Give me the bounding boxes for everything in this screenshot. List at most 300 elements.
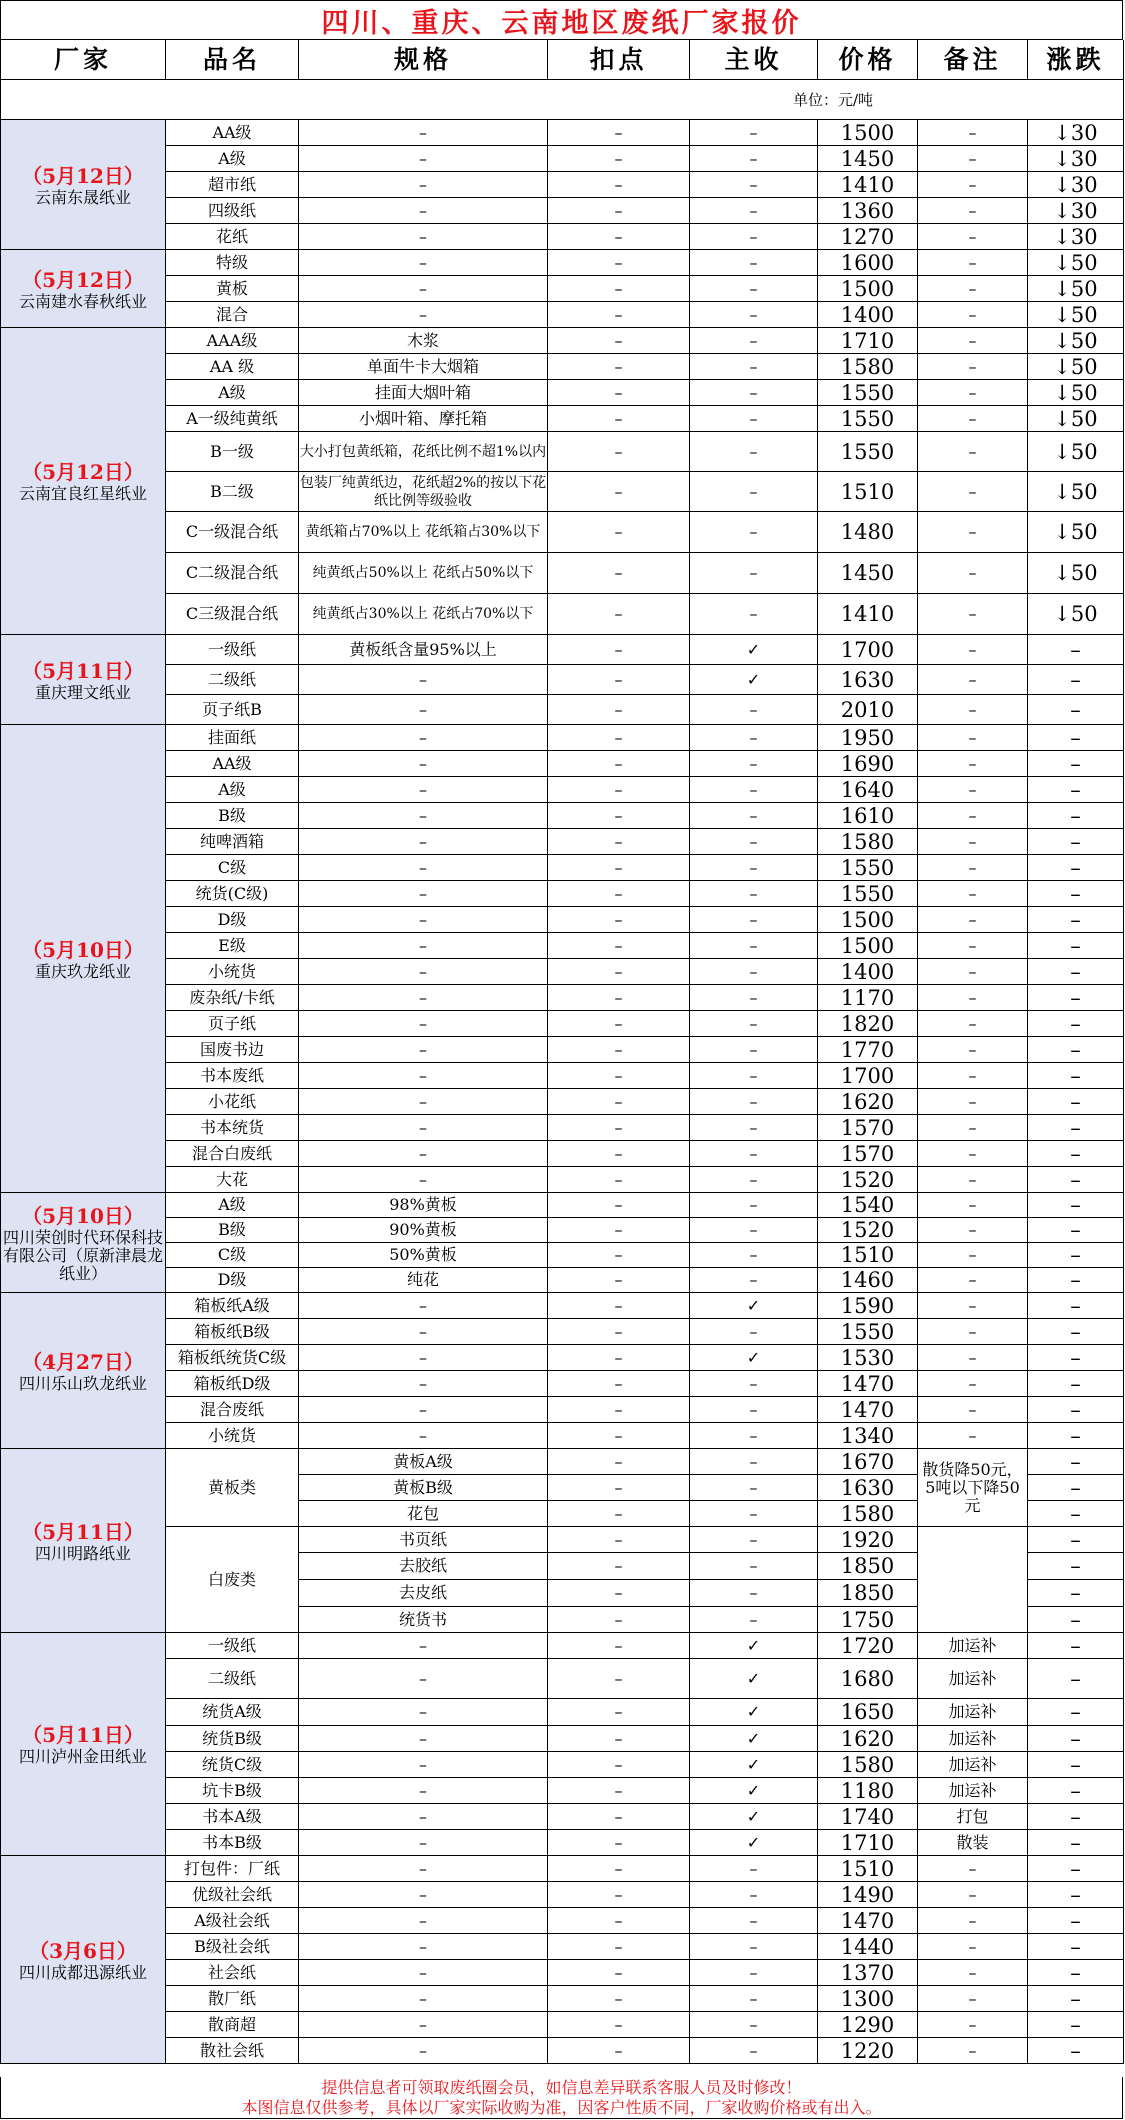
- change: –: [1028, 1193, 1124, 1218]
- main-purchase: –: [690, 120, 818, 146]
- deduction: –: [548, 1193, 690, 1218]
- main-purchase: ✓: [690, 1778, 818, 1804]
- change: –: [1028, 1037, 1124, 1063]
- remark: –: [918, 432, 1028, 472]
- main-purchase: –: [690, 432, 818, 472]
- product-name: B级: [166, 1218, 299, 1243]
- deduction: –: [548, 276, 690, 302]
- change: ↓50: [1028, 432, 1124, 472]
- main-purchase: –: [690, 1501, 818, 1527]
- spec: 98%黄板: [299, 1193, 548, 1218]
- price: 1220: [818, 2038, 918, 2064]
- remark: 加运补: [918, 1778, 1028, 1804]
- product-name: AA级: [166, 751, 299, 777]
- product-name: 一级纸: [166, 1633, 299, 1659]
- main-purchase: –: [690, 172, 818, 198]
- price: 1470: [818, 1371, 918, 1397]
- deduction: –: [548, 1633, 690, 1659]
- main-purchase: –: [690, 829, 818, 855]
- deduction: –: [548, 1423, 690, 1449]
- spec: –: [299, 172, 548, 198]
- change: –: [1028, 777, 1124, 803]
- price: 1500: [818, 907, 918, 933]
- main-purchase: –: [690, 933, 818, 959]
- price: 1550: [818, 406, 918, 432]
- price: 1510: [818, 472, 918, 512]
- main-purchase: –: [690, 1011, 818, 1037]
- spec: –: [299, 1752, 548, 1778]
- change: –: [1028, 907, 1124, 933]
- product-name: 废杂纸/卡纸: [166, 985, 299, 1011]
- main-purchase: ✓: [690, 1633, 818, 1659]
- product-name: C二级混合纸: [166, 553, 299, 594]
- price: 1710: [818, 1830, 918, 1856]
- product-name: B级: [166, 803, 299, 829]
- change: –: [1028, 1856, 1124, 1882]
- deduction: –: [548, 1397, 690, 1423]
- remark: –: [918, 380, 1028, 406]
- main-purchase: –: [690, 302, 818, 328]
- main-purchase: ✓: [690, 1293, 818, 1319]
- deduction: –: [548, 406, 690, 432]
- spec: –: [299, 1293, 548, 1319]
- product-name: 四级纸: [166, 198, 299, 224]
- company-name: 四川泸州金田纸业: [18, 1747, 147, 1766]
- price: 1920: [818, 1527, 918, 1553]
- main-purchase: –: [690, 250, 818, 276]
- remark: –: [918, 302, 1028, 328]
- price: 1700: [818, 635, 918, 665]
- company-date: （3月6日）: [29, 1938, 137, 1963]
- main-purchase: ✓: [690, 1804, 818, 1830]
- deduction: –: [548, 594, 690, 635]
- company-date: （5月11日）: [22, 658, 144, 683]
- main-purchase: –: [690, 2038, 818, 2064]
- price: 1820: [818, 1011, 918, 1037]
- price: 1480: [818, 512, 918, 553]
- price: 1470: [818, 1397, 918, 1423]
- remark: –: [918, 1193, 1028, 1218]
- change: ↓30: [1028, 120, 1124, 146]
- product-name: 小花纸: [166, 1089, 299, 1115]
- price: 1650: [818, 1699, 918, 1726]
- product-name: A级: [166, 777, 299, 803]
- spec: –: [299, 146, 548, 172]
- change: –: [1028, 1371, 1124, 1397]
- deduction: –: [548, 1699, 690, 1726]
- price: 1500: [818, 933, 918, 959]
- product-name: 一级纸: [166, 635, 299, 665]
- product-name: C级: [166, 1243, 299, 1268]
- change: –: [1028, 1449, 1124, 1475]
- spec: –: [299, 1167, 548, 1193]
- deduction: –: [548, 1218, 690, 1243]
- company-date: （5月10日）: [22, 937, 144, 962]
- main-purchase: –: [690, 1882, 818, 1908]
- product-name: 二级纸: [166, 1659, 299, 1699]
- change: –: [1028, 1268, 1124, 1293]
- product-name: 特级: [166, 250, 299, 276]
- main-purchase: –: [690, 406, 818, 432]
- remark: –: [918, 1934, 1028, 1960]
- deduction: –: [548, 751, 690, 777]
- product-name: 页子纸: [166, 1011, 299, 1037]
- main-purchase: –: [690, 803, 818, 829]
- spec: 纯黄纸占30%以上 花纸占70%以下: [299, 594, 548, 635]
- product-name: 书本统货: [166, 1115, 299, 1141]
- main-purchase: –: [690, 512, 818, 553]
- main-purchase: –: [690, 1193, 818, 1218]
- change: –: [1028, 959, 1124, 985]
- main-purchase: –: [690, 146, 818, 172]
- company-date: （5月11日）: [22, 1723, 144, 1747]
- product-name: 超市纸: [166, 172, 299, 198]
- spec: –: [299, 1908, 548, 1934]
- category-white: 白废类: [166, 1527, 299, 1633]
- deduction: –: [548, 1293, 690, 1319]
- deduction: –: [548, 1319, 690, 1345]
- spec: –: [299, 1141, 548, 1167]
- price: 1580: [818, 354, 918, 380]
- change: –: [1028, 1293, 1124, 1319]
- main-purchase: –: [690, 1397, 818, 1423]
- spec: –: [299, 1319, 548, 1345]
- spec: –: [299, 1423, 548, 1449]
- main-purchase: –: [690, 1167, 818, 1193]
- spec: –: [299, 665, 548, 695]
- main-purchase: –: [690, 472, 818, 512]
- deduction: –: [548, 1778, 690, 1804]
- remark: –: [918, 907, 1028, 933]
- deduction: –: [548, 1830, 690, 1856]
- deduction: –: [548, 472, 690, 512]
- main-purchase: ✓: [690, 1659, 818, 1699]
- deduction: –: [548, 777, 690, 803]
- remark: –: [918, 695, 1028, 725]
- deduction: –: [548, 146, 690, 172]
- price: 1450: [818, 146, 918, 172]
- remark: –: [918, 1371, 1028, 1397]
- remark: 加运补: [918, 1726, 1028, 1752]
- spec: –: [299, 198, 548, 224]
- remark: –: [918, 594, 1028, 635]
- price: 1570: [818, 1115, 918, 1141]
- price: 1400: [818, 302, 918, 328]
- main-purchase: –: [690, 328, 818, 354]
- deduction: –: [548, 1475, 690, 1501]
- price: 1640: [818, 777, 918, 803]
- deduction: –: [548, 1856, 690, 1882]
- spec: –: [299, 1063, 548, 1089]
- price: 1290: [818, 2012, 918, 2038]
- price: 1950: [818, 725, 918, 751]
- deduction: –: [548, 1752, 690, 1778]
- deduction: –: [548, 907, 690, 933]
- main-purchase: ✓: [690, 665, 818, 695]
- price: 1470: [818, 1908, 918, 1934]
- product-name: 箱板纸B级: [166, 1319, 299, 1345]
- deduction: –: [548, 1934, 690, 1960]
- spec: –: [299, 725, 548, 751]
- company-cell: [0, 1293, 166, 1449]
- change: –: [1028, 725, 1124, 751]
- change: ↓50: [1028, 512, 1124, 553]
- change: –: [1028, 1934, 1124, 1960]
- price: 1530: [818, 1345, 918, 1371]
- spec: –: [299, 829, 548, 855]
- spec: –: [299, 120, 548, 146]
- main-purchase: ✓: [690, 1830, 818, 1856]
- remark: –: [918, 933, 1028, 959]
- deduction: –: [548, 1141, 690, 1167]
- company-name: 重庆理文纸业: [34, 682, 131, 702]
- main-purchase: –: [690, 1037, 818, 1063]
- price: 1360: [818, 198, 918, 224]
- deduction: –: [548, 1268, 690, 1293]
- price: 1300: [818, 1986, 918, 2012]
- deduction: –: [548, 725, 690, 751]
- product-name: 箱板纸A级: [166, 1293, 299, 1319]
- price: 1570: [818, 1141, 918, 1167]
- deduction: –: [548, 1371, 690, 1397]
- change: –: [1028, 1726, 1124, 1752]
- deduction: –: [548, 1607, 690, 1633]
- price: 1440: [818, 1934, 918, 1960]
- deduction: –: [548, 380, 690, 406]
- price: 1670: [818, 1449, 918, 1475]
- change: –: [1028, 1778, 1124, 1804]
- deduction: –: [548, 1345, 690, 1371]
- price: 1580: [818, 1752, 918, 1778]
- product-name: AA 级: [166, 354, 299, 380]
- price: 1540: [818, 1193, 918, 1218]
- spec: –: [299, 1726, 548, 1752]
- product-name: A一级纯黄纸: [166, 406, 299, 432]
- remark: –: [918, 751, 1028, 777]
- change: –: [1028, 1501, 1124, 1527]
- remark: –: [918, 553, 1028, 594]
- remark: –: [918, 1037, 1028, 1063]
- remark: –: [918, 881, 1028, 907]
- change: –: [1028, 1089, 1124, 1115]
- company-name: 重庆玖龙纸业: [34, 961, 131, 981]
- change: –: [1028, 1804, 1124, 1830]
- spec: –: [299, 803, 548, 829]
- spec: 纯黄纸占50%以上 花纸占50%以下: [299, 553, 548, 594]
- remark: 加运补: [918, 1752, 1028, 1778]
- product-name: 混合白废纸: [166, 1141, 299, 1167]
- deduction: –: [548, 855, 690, 881]
- product-name: 页子纸B: [166, 695, 299, 725]
- deduction: –: [548, 1089, 690, 1115]
- remark: 加运补: [918, 1633, 1028, 1659]
- spec: 黄纸箱占70%以上 花纸箱占30%以下: [299, 512, 548, 553]
- spec: –: [299, 1960, 548, 1986]
- company-date: （5月12日）: [22, 460, 144, 484]
- company-name: 云南宜良红星纸业: [18, 484, 147, 503]
- price: 1610: [818, 803, 918, 829]
- change: –: [1028, 1345, 1124, 1371]
- price: 1550: [818, 432, 918, 472]
- remark: –: [918, 250, 1028, 276]
- spec: –: [299, 1699, 548, 1726]
- company-date: （5月10日）: [22, 1203, 144, 1228]
- remark: –: [918, 1882, 1028, 1908]
- change: –: [1028, 1423, 1124, 1449]
- deduction: –: [548, 512, 690, 553]
- product-name: A级社会纸: [166, 1908, 299, 1934]
- product-name: 混合废纸: [166, 1397, 299, 1423]
- product-name: C级: [166, 855, 299, 881]
- deduction: –: [548, 1115, 690, 1141]
- product-name: 书本B级: [166, 1830, 299, 1856]
- spec: –: [299, 2012, 548, 2038]
- deduction: –: [548, 1449, 690, 1475]
- remark-note: 散货降50元，5吨以下降50元: [918, 1449, 1028, 1527]
- remark: –: [918, 985, 1028, 1011]
- remark: –: [918, 665, 1028, 695]
- price: 1550: [818, 380, 918, 406]
- remark: –: [918, 635, 1028, 665]
- change: ↓50: [1028, 250, 1124, 276]
- remark: –: [918, 1141, 1028, 1167]
- spec: 90%黄板: [299, 1218, 548, 1243]
- main-purchase: –: [690, 751, 818, 777]
- spec: –: [299, 1089, 548, 1115]
- spec: 大小打包黄纸箱，花纸比例不超1%以内: [299, 432, 548, 472]
- change: –: [1028, 635, 1124, 665]
- header-5: 主收: [690, 40, 818, 80]
- main-purchase: –: [690, 855, 818, 881]
- change: ↓30: [1028, 146, 1124, 172]
- main-purchase: –: [690, 1115, 818, 1141]
- price: 1630: [818, 1475, 918, 1501]
- deduction: –: [548, 1986, 690, 2012]
- main-purchase: –: [690, 881, 818, 907]
- unit-label: 单位：元/吨: [0, 80, 1124, 120]
- remark: –: [918, 829, 1028, 855]
- company-name: 四川成都迅源纸业: [18, 1962, 147, 1982]
- remark: 打包: [918, 1804, 1028, 1830]
- company-date: （5月11日）: [22, 1519, 144, 1544]
- main-purchase: –: [690, 354, 818, 380]
- product-name: C三级混合纸: [166, 594, 299, 635]
- price: 1550: [818, 881, 918, 907]
- price: 1630: [818, 665, 918, 695]
- change: –: [1028, 1063, 1124, 1089]
- product-name: 小统货: [166, 959, 299, 985]
- spec: –: [299, 224, 548, 250]
- change: –: [1028, 1115, 1124, 1141]
- remark: –: [918, 777, 1028, 803]
- product-name: 二级纸: [166, 665, 299, 695]
- product-name: 散社会纸: [166, 2038, 299, 2064]
- footer-line-2: 本图信息仅供参考，具体以厂家实际收购为准，因客户性质不同，厂家收购价格或有出入。: [241, 2097, 882, 2117]
- deduction: –: [548, 172, 690, 198]
- remark: –: [918, 1243, 1028, 1268]
- product-name: 黄板: [166, 276, 299, 302]
- spec: 统货书: [299, 1607, 548, 1633]
- deduction: –: [548, 1882, 690, 1908]
- product-name: 混合: [166, 302, 299, 328]
- product-name: A级: [166, 380, 299, 406]
- main-purchase: –: [690, 1449, 818, 1475]
- spec: –: [299, 933, 548, 959]
- product-name: 挂面纸: [166, 725, 299, 751]
- change: ↓30: [1028, 224, 1124, 250]
- remark: 加运补: [918, 1699, 1028, 1726]
- main-purchase: –: [690, 594, 818, 635]
- change: –: [1028, 1218, 1124, 1243]
- deduction: –: [548, 2012, 690, 2038]
- main-purchase: –: [690, 1063, 818, 1089]
- main-purchase: –: [690, 198, 818, 224]
- price: 1400: [818, 959, 918, 985]
- header-2: 品名: [166, 40, 299, 80]
- price: 1700: [818, 1063, 918, 1089]
- spec: –: [299, 1986, 548, 2012]
- product-name: 书本废纸: [166, 1063, 299, 1089]
- deduction: –: [548, 1908, 690, 1934]
- remark: –: [918, 198, 1028, 224]
- main-purchase: –: [690, 1607, 818, 1633]
- page-title: 四川、重庆、云南地区废纸厂家报价: [0, 0, 1123, 40]
- remark: –: [918, 172, 1028, 198]
- main-purchase: –: [690, 1089, 818, 1115]
- price: 1500: [818, 276, 918, 302]
- remark: –: [918, 1063, 1028, 1089]
- price: 1580: [818, 1501, 918, 1527]
- price: 1720: [818, 1633, 918, 1659]
- deduction: –: [548, 1063, 690, 1089]
- remark: –: [918, 1908, 1028, 1934]
- product-name: 坑卡B级: [166, 1778, 299, 1804]
- change: –: [1028, 665, 1124, 695]
- change: –: [1028, 1527, 1124, 1553]
- product-name: 小统货: [166, 1423, 299, 1449]
- main-purchase: –: [690, 907, 818, 933]
- product-name: 统货B级: [166, 1726, 299, 1752]
- main-purchase: –: [690, 1986, 818, 2012]
- spec: 黄板纸含量95%以上: [299, 635, 548, 665]
- spec: 书页纸: [299, 1527, 548, 1553]
- deduction: –: [548, 1167, 690, 1193]
- price: 1690: [818, 751, 918, 777]
- spec: –: [299, 250, 548, 276]
- price: 1180: [818, 1778, 918, 1804]
- spec: 去胶纸: [299, 1553, 548, 1580]
- change: ↓50: [1028, 328, 1124, 354]
- deduction: –: [548, 2038, 690, 2064]
- deduction: –: [548, 635, 690, 665]
- remark: –: [918, 1960, 1028, 1986]
- change: –: [1028, 1580, 1124, 1607]
- change: –: [1028, 1960, 1124, 1986]
- deduction: –: [548, 1037, 690, 1063]
- main-purchase: ✓: [690, 1726, 818, 1752]
- company-cell: [0, 250, 166, 328]
- remark: –: [918, 1268, 1028, 1293]
- price: 1600: [818, 250, 918, 276]
- remark: –: [918, 1423, 1028, 1449]
- category-yellow: 黄板类: [166, 1449, 299, 1527]
- spec: 黄板B级: [299, 1475, 548, 1501]
- product-name: B一级: [166, 432, 299, 472]
- footer-notice: [0, 2077, 1123, 2119]
- change: –: [1028, 1986, 1124, 2012]
- spec: 小烟叶箱、摩托箱: [299, 406, 548, 432]
- remark: –: [918, 472, 1028, 512]
